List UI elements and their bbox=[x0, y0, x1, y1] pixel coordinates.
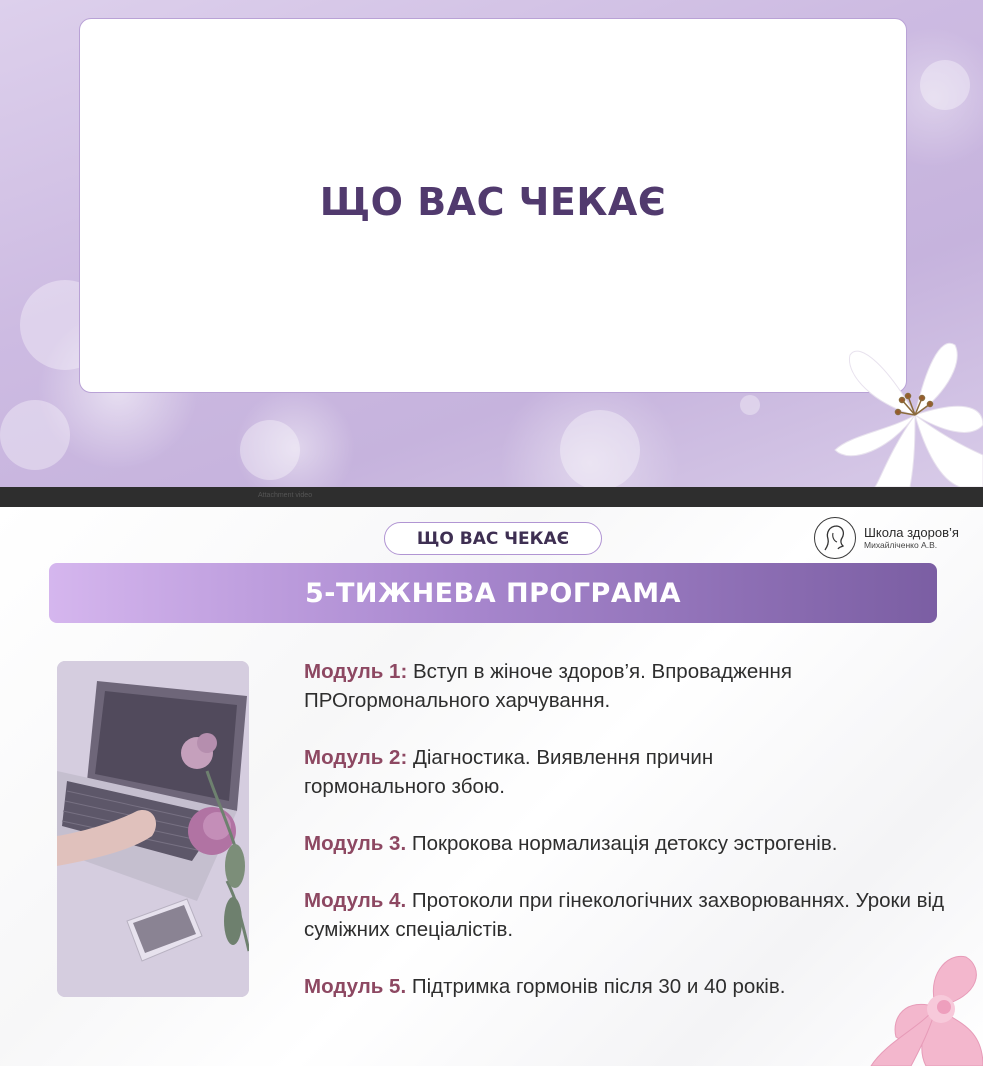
lily-flower-image bbox=[830, 330, 983, 487]
module-item bbox=[304, 829, 837, 858]
background-bubble bbox=[740, 395, 760, 415]
slide-title: ЩО ВАС ЧЕКАЄ bbox=[319, 179, 667, 224]
module-item bbox=[304, 657, 964, 715]
module-text: Покрокова нормализація детоксу эстрогенів. bbox=[406, 832, 838, 855]
module-item bbox=[304, 972, 785, 1001]
module-label: Модуль 4. bbox=[304, 889, 407, 912]
module-label: Модуль 1: bbox=[304, 660, 408, 683]
module-label: Модуль 5. bbox=[304, 975, 407, 998]
section-pill-label: ЩО ВАС ЧЕКАЄ bbox=[416, 528, 570, 549]
laptop-flowers-photo bbox=[57, 661, 249, 997]
logo-name: Школа здоров’я bbox=[864, 525, 959, 540]
logo-author: Михайліченко А.В. bbox=[864, 540, 938, 550]
background-bubble bbox=[920, 60, 970, 110]
module-text: Вступ в жіноче здоров’я. Впровадження ПРОгормонального харчування. bbox=[304, 660, 792, 712]
module-label: Модуль 2: bbox=[304, 746, 408, 769]
module-item bbox=[304, 743, 804, 801]
module-text: Підтримка гормонів після 30 и 40 років. bbox=[406, 975, 786, 998]
peony-flower-image bbox=[866, 947, 983, 1066]
module-item bbox=[304, 886, 964, 944]
module-text: Протоколи при гінекологічних захворюваннях. Уроки від суміжних спеціалістів. bbox=[304, 889, 945, 941]
school-logo bbox=[814, 517, 959, 559]
background-bubble bbox=[560, 410, 640, 487]
divider-caption: Attachment video bbox=[258, 492, 313, 499]
module-text: Діагностика. Виявлення причин гормонального збою. bbox=[304, 746, 714, 798]
program-banner bbox=[49, 563, 937, 623]
background-bubble bbox=[0, 400, 70, 470]
woman-profile-icon bbox=[814, 517, 856, 559]
module-label: Модуль 3. bbox=[304, 832, 407, 855]
title-slide bbox=[0, 0, 983, 487]
background-bubble bbox=[240, 420, 300, 480]
program-slide bbox=[0, 507, 983, 1066]
section-pill bbox=[384, 522, 602, 555]
title-card bbox=[79, 18, 907, 393]
banner-title: 5-ТИЖНЕВА ПРОГРАМА bbox=[305, 577, 681, 609]
slide-divider bbox=[0, 487, 983, 507]
